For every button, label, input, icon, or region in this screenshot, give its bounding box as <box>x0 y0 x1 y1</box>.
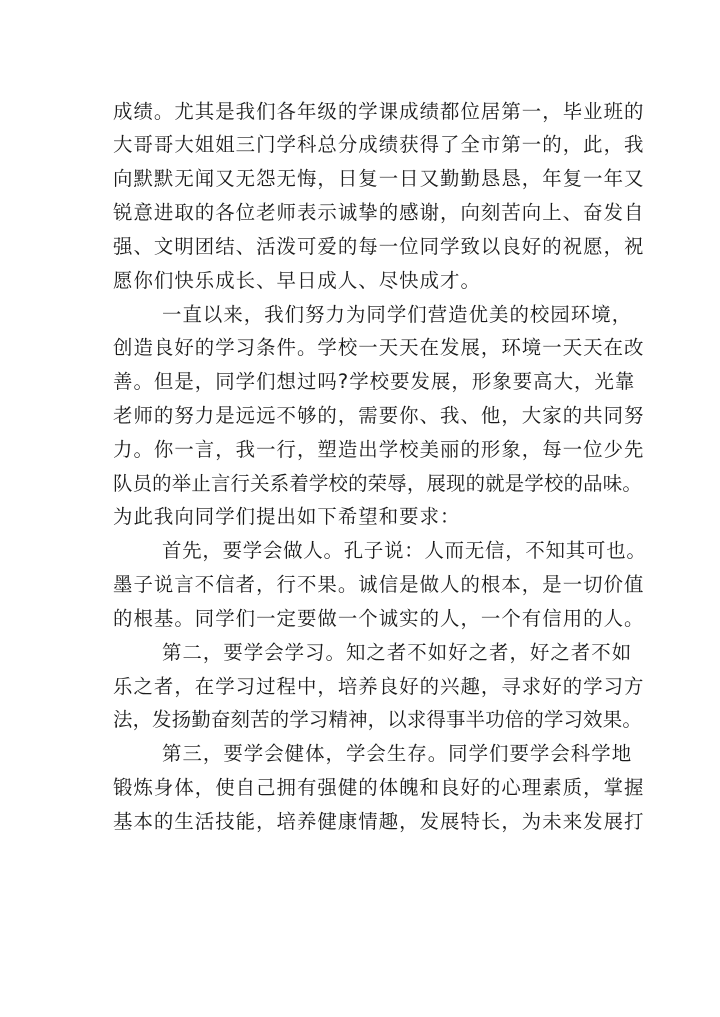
text-line: 老师的努力是远远不够的，需要你、我、他，大家的共同努 <box>113 404 645 427</box>
text-line: 第二，要学会学习。知之者不如好之者，好之者不如 <box>162 641 633 664</box>
text-line: 力。你一言，我一行，塑造出学校美丽的形象，每一位少先 <box>113 438 645 461</box>
text-line: 为此我向同学们提出如下希望和要求： <box>113 505 461 528</box>
text-line: 大哥哥大姐姐三门学科总分成绩获得了全市第一的，此，我 <box>113 133 645 156</box>
text-line: 第三，要学会健体，学会生存。同学们要学会科学地 <box>162 742 633 765</box>
text-line: 队员的举止言行关系着学校的荣辱，展现的就是学校的品味。 <box>113 472 642 495</box>
text-line: 愿你们快乐成长、早日成人、尽快成才。 <box>113 269 481 292</box>
text-line: 墨子说言不信者，行不果。诚信是做人的根本，是一切价值 <box>113 573 645 596</box>
text-line: 的根基。同学们一定要做一个诚实的人，一个有信用的人。 <box>113 607 645 630</box>
text-line: 基本的生活技能，培养健康情趣，发展特长，为未来发展打 <box>113 810 645 833</box>
text-line: 善。但是，同学们想过吗?学校要发展，形象要高大，光靠 <box>113 370 636 393</box>
text-line: 强、文明团结、活泼可爱的每一位同学致以良好的祝愿，祝 <box>113 235 645 258</box>
text-line: 创造良好的学习条件。学校一天天在发展，环境一天天在改 <box>113 336 645 359</box>
text-line: 锻炼身体，使自己拥有强健的体魄和良好的心理素质，掌握 <box>113 776 645 799</box>
text-line: 锐意进取的各位老师表示诚挚的感谢，向刻苦向上、奋发自 <box>113 201 645 224</box>
text-line: 成绩。尤其是我们各年级的学课成绩都位居第一，毕业班的 <box>113 100 645 123</box>
text-line: 向默默无闻又无怨无悔，日复一日又勤勤恳恳，年复一年又 <box>113 167 645 190</box>
text-line: 乐之者，在学习过程中，培养良好的兴趣，寻求好的学习方 <box>113 675 645 698</box>
text-line: 一直以来，我们努力为同学们营造优美的校园环境， <box>162 303 633 326</box>
text-line: 法，发扬勤奋刻苦的学习精神，以求得事半功倍的学习效果。 <box>113 708 642 731</box>
text-line: 首先，要学会做人。孔子说：人而无信，不知其可也。 <box>162 539 647 562</box>
